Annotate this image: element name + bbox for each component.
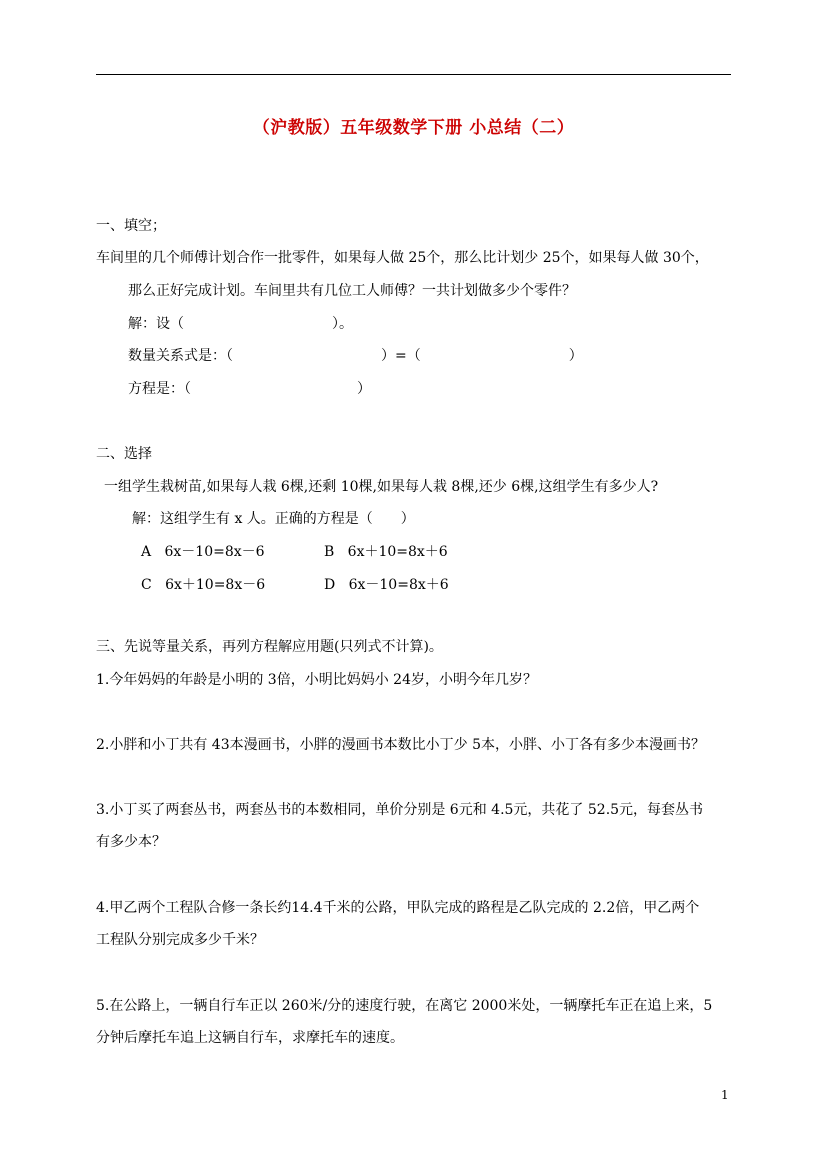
section2-problem: 一组学生栽树苗,如果每人栽 6棵,还剩 10棵,如果每人栽 8棵,还少 6棵,这组学生有多少人? bbox=[104, 479, 659, 495]
option-b-label: B bbox=[324, 544, 335, 560]
question-5-line2: 分钟后摩托车追上这辆自行车，求摩托车的速度。 bbox=[96, 1030, 404, 1046]
question-3-line2: 有多少本？ bbox=[96, 834, 166, 850]
solve-suffix: ）。 bbox=[332, 316, 353, 332]
solve-prefix: 解：设（ bbox=[128, 316, 184, 332]
equation-suffix: ） bbox=[357, 381, 371, 397]
option-d-text: 6x－10=8x＋6 bbox=[348, 577, 449, 593]
question-5-line1: 5.在公路上，一辆自行车正以 260米/分的速度行驶，在离它 2000米处，一辆摩托车正在追上来，5 bbox=[96, 998, 713, 1014]
page-number: 1 bbox=[721, 1088, 729, 1102]
section3-heading: 三、先说等量关系，再列方程解应用题(只列式不计算)。 bbox=[96, 639, 443, 655]
question-4-line2: 工程队分别完成多少千米？ bbox=[96, 932, 264, 948]
option-c-label: C bbox=[141, 577, 152, 593]
section2-solve: 解：这组学生有 x 人。正确的方程是（ ） bbox=[132, 511, 415, 527]
section1-problem-line2: 那么正好完成计划。车间里共有几位工人师傅？一共计划做多少个零件？ bbox=[128, 283, 576, 299]
section1-equation-line bbox=[128, 379, 371, 399]
question-4-line1: 4.甲乙两个工程队合修一条长约14.4千米的公路，甲队完成的路程是乙队完成的 2.2倍，甲乙两个 bbox=[96, 900, 700, 916]
relation-suffix: ） bbox=[568, 348, 583, 364]
equation-prefix: 方程是：（ bbox=[128, 381, 191, 397]
page-title: （沪教版）五年级数学下册 小总结（二） bbox=[252, 118, 575, 138]
question-1: 1.今年妈妈的年龄是小明的 3倍，小明比妈妈小 24岁，小明今年几岁？ bbox=[96, 672, 537, 688]
question-2: 2.小胖和小丁共有 43本漫画书，小胖的漫画书本数比小丁少 5本，小胖、小丁各有多少本漫画书？ bbox=[96, 737, 705, 753]
question-3-line1: 3.小丁买了两套丛书，两套丛书的本数相同，单价分别是 6元和 4.5元，共花了 52.5元，每套丛书 bbox=[96, 802, 704, 818]
option-b-text: 6x＋10=8x＋6 bbox=[347, 544, 448, 560]
option-d[interactable] bbox=[324, 575, 449, 595]
option-d-label: D bbox=[324, 577, 336, 593]
section1-solve-line bbox=[128, 314, 353, 334]
option-a-text: 6x－10=8x－6 bbox=[164, 544, 265, 560]
header-rule bbox=[96, 74, 731, 75]
section1-problem-line1: 车间里的几个师傅计划合作一批零件，如果每人做 25个，那么比计划少 25个，如果每人做 30个， bbox=[96, 250, 709, 266]
option-c-text: 6x＋10=8x－6 bbox=[165, 577, 266, 593]
option-b[interactable] bbox=[324, 542, 448, 562]
relation-middle: ）=（ bbox=[381, 348, 421, 364]
section1-relation-line bbox=[128, 346, 583, 366]
option-c[interactable] bbox=[141, 575, 265, 595]
relation-prefix: 数量关系式是：（ bbox=[128, 348, 233, 364]
option-a-label: A bbox=[141, 544, 152, 560]
option-a[interactable] bbox=[141, 542, 265, 562]
section1-heading: 一、填空； bbox=[96, 218, 166, 234]
section2-heading: 二、选择 bbox=[96, 446, 152, 462]
